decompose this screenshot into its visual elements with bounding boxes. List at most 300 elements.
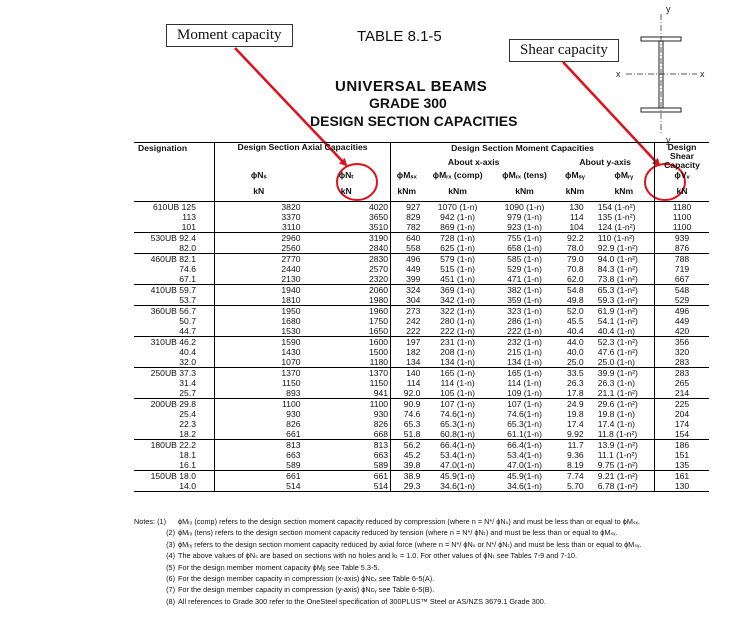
header-about-y-axis: About y-axis [579,156,631,167]
cell-phi-mrx-comp: 60.8(1-n) [440,428,476,439]
cell-phi-msx: 242 [391,316,423,326]
cell-phi-vv: 174 [655,419,710,429]
cell-phi-mrx-tens: 286 (1-n) [507,315,542,326]
notes-section [134,516,734,607]
cell-phi-vv: 186 [655,439,710,450]
table-row [134,222,709,233]
cell-phi-vv: 1180 [655,201,710,212]
cell-phi-msx: 114 [391,378,423,388]
cell-phi-mrx-comp: 45.9(1-n) [440,470,476,481]
cell-phi-mry: 84.3 (1-n²) [597,263,638,274]
moment-capacity-label: Moment capacity [177,27,282,43]
cell-phi-mrx-comp: 34.6(1-n) [440,480,476,491]
cell-phi-msy: 114 [570,211,584,222]
cell-phi-mrx-tens: 755 (1-n) [507,232,542,243]
cell-designation: 310UB 46.2 [150,336,196,347]
cell-phi-msx: 51.8 [391,429,423,440]
header-moment-capacities: Design Section Moment Capacities [391,143,655,157]
cell-phi-nt: 1750 [368,315,389,326]
cell-designation: 460UB 82.1 [150,253,196,264]
cell-phi-vv: 496 [655,305,710,316]
cell-phi-mrx-comp: 222 (1-n) [440,325,476,336]
cell-phi-mry: 92.9 (1-n²) [597,242,638,253]
table-row [134,212,709,222]
cell-phi-mry: 110 (1-n²) [597,232,635,243]
beam-x-right-label: x [700,69,705,79]
table-row [134,201,709,212]
cell-phi-ns: 1150 [215,378,303,388]
cell-phi-nt: 2570 [368,263,389,274]
cell-phi-nt: 2830 [368,253,389,264]
note-number: (4) [166,551,175,561]
cell-phi-nt: 1500 [368,346,389,357]
cell-designation: 200UB 29.8 [150,398,196,409]
cell-phi-ns: 661 [215,429,303,440]
cell-designation: 101 [181,221,196,232]
cell-phi-mrx-tens: 658 (1-n) [507,242,542,253]
cell-phi-msx: 304 [391,295,423,306]
cell-designation: 53.7 [179,294,196,305]
cell-designation: 25.7 [179,387,196,398]
col-phi-nt: ϕNₜ [338,170,354,180]
table-row [134,284,709,295]
table-row [134,243,709,254]
cell-phi-msy: 70.8 [566,263,584,274]
cell-phi-mrx-tens: 61.1(1-n) [507,428,542,439]
cell-phi-vv: 420 [655,326,710,337]
cell-phi-ns: 663 [215,450,303,460]
cell-phi-mry: 11.8 (1-n²) [597,428,638,439]
cell-phi-ns: 2560 [215,243,303,254]
cell-phi-msx: 38.9 [391,470,423,481]
cell-phi-nt: 1370 [368,367,389,378]
cell-phi-msy: 7.74 [566,470,584,481]
header-designation: Designation [138,143,188,153]
cell-phi-ns: 2960 [215,232,303,243]
cell-phi-msy: 17.8 [566,387,584,398]
cell-phi-ns: 893 [215,388,303,399]
cell-phi-mry: 154 (1-n²) [597,201,636,212]
cell-phi-mry: 52.3 (1-n²) [597,336,638,347]
col-phi-mrx-tens: ϕMᵣₓ (tens) [502,170,547,180]
col-phi-vv: ϕVᵥ [655,170,710,186]
note-line [134,516,734,527]
cell-phi-mry: 135 (1-n²) [597,211,636,222]
cell-designation: 610UB 125 [152,201,196,212]
cell-phi-msx: 496 [391,253,423,264]
cell-phi-ns: 1370 [215,367,303,378]
cell-phi-mrx-comp: 515 (1-n) [440,263,476,274]
cell-phi-mrx-comp: 451 (1-n) [440,273,476,284]
cell-phi-ns: 1680 [215,316,303,326]
cell-phi-nt: 663 [373,449,389,460]
col-phi-msx: ϕMₛₓ [391,170,423,186]
beam-y-bottom-label: y [666,135,671,145]
cell-phi-mrx-comp: 280 (1-n) [440,315,476,326]
cell-phi-msx: 90.9 [391,398,423,409]
note-text: ϕMᵣₓ (tens) refers to the design section moment capacity reduced by tension (where n = N*/ ϕNₜ) and must be less than or equal to ϕMₛₓ. [178,528,618,538]
cell-phi-mrx-comp: 53.4(1-n) [440,449,476,460]
note-line [134,584,734,595]
table-row [134,232,709,243]
col-phi-mrx-comp: ϕMᵣₓ (comp) [432,170,483,180]
cell-phi-msy: 40.0 [566,346,584,357]
cell-phi-vv: 719 [655,264,710,274]
cell-phi-mrx-tens: 222 (1-n) [507,325,542,336]
cell-phi-mrx-tens: 45.9(1-n) [507,470,542,481]
cell-phi-mry: 19.8 (1-n) [597,408,635,419]
cell-phi-nt: 813 [373,439,389,450]
cell-designation: 40.4 [179,346,196,357]
cell-phi-ns: 826 [215,419,303,429]
cell-phi-ns: 3370 [215,212,303,222]
beam-y-top-label: y [666,4,671,14]
cell-phi-msy: 40.4 [566,325,584,336]
shear-capacity-label: Shear capacity [520,42,608,58]
cell-phi-mry: 9.21 (1-n²) [597,470,638,481]
cell-phi-mrx-tens: 165 (1-n) [507,367,542,378]
cell-phi-mry: 9.75 (1-n²) [597,459,638,470]
cell-phi-mrx-tens: 65.3(1-n) [507,418,542,429]
cell-phi-msy: 49.8 [566,294,584,305]
table-body [134,201,709,491]
table-row [134,336,709,347]
cell-phi-msx: 640 [391,232,423,243]
cell-phi-msy: 33.5 [566,367,584,378]
table-number: TABLE 8.1-5 [357,28,442,45]
table-row [134,274,709,285]
note-number: (3) [166,539,175,549]
cell-phi-vv: 320 [655,347,710,357]
cell-phi-vv: 204 [655,409,710,419]
cell-phi-nt: 930 [373,408,389,419]
cell-phi-mrx-tens: 382 (1-n) [507,284,542,295]
note-text: ϕMᵣₓ (comp) refers to the design section moment capacity reduced by compression (where n = N*/ ϕNₛ) and must be less than or equal to ϕMₛₓ. [178,517,641,526]
cell-phi-msy: 104 [569,221,584,232]
cell-phi-nt: 3510 [368,221,389,232]
cell-phi-mrx-comp: 369 (1-n) [440,284,476,295]
cell-phi-mry: 59.3 (1-n²) [597,294,638,305]
cell-designation: 74.6 [179,263,196,274]
table-row [134,347,709,357]
table-row [134,367,709,378]
table-row [134,378,709,388]
cell-phi-ns: 3820 [215,201,303,212]
table-row [134,409,709,419]
cell-phi-mrx-comp: 579 (1-n) [440,253,476,264]
note-text: The above values of ϕNₛ are based on sections with no holes and kₜ = 1.0. For other values of ϕNₜ see Tables 7-9 and 7-10. [178,551,577,561]
header-about-x-axis: About x-axis [391,157,557,170]
cell-phi-msy: 52.0 [566,305,584,316]
cell-phi-vv: 529 [655,295,710,306]
title-design-section-capacities: DESIGN SECTION CAPACITIES [310,113,518,129]
cell-designation: 360UB 56.7 [150,305,196,316]
cell-designation: 22.3 [179,418,196,429]
cell-phi-msx: 74.6 [391,409,423,419]
note-line [134,562,734,573]
cell-phi-mrx-tens: 923 (1-n) [507,221,542,232]
cell-phi-nt: 2320 [368,273,389,284]
cell-phi-mrx-tens: 34.6(1-n) [507,480,542,491]
cell-phi-vv: 788 [655,253,710,264]
note-text: ϕMᵣᵧ refers to the design section moment capacity reduced by axial force (where n = N*/ ϕNₛ or N*/ ϕNₜ) and must be less than or equal to ϕMₛᵧ. [178,539,642,549]
cell-phi-mrx-comp: 869 (1-n) [440,221,476,232]
cell-phi-mry: 61.9 (1-n²) [597,305,638,316]
cell-phi-nt: 589 [373,459,389,470]
cell-phi-mry: 17.4 (1-n) [597,418,635,429]
cell-phi-msy: 17.4 [566,418,584,429]
table-row [134,398,709,409]
cell-phi-mrx-comp: 165 (1-n) [440,367,476,378]
cell-phi-nt: 1650 [368,325,389,336]
col-phi-ns: ϕNₛ [215,170,303,186]
table-row [134,253,709,264]
cell-phi-mry: 29.6 (1-n²) [597,398,638,409]
cell-phi-msy: 9.92 [566,428,584,439]
table-row [134,305,709,316]
cell-designation: 67.1 [179,273,196,284]
cell-phi-msy: 5.70 [566,480,584,491]
cell-phi-ns: 1530 [215,326,303,337]
cell-phi-vv: 1100 [655,212,710,222]
beam-x-left-label: x [616,69,621,79]
cell-phi-msx: 92.0 [391,388,423,399]
cell-phi-mrx-tens: 47.0(1-n) [507,459,542,470]
cell-phi-msx: 134 [391,357,423,368]
cell-phi-mrx-comp: 47.0(1-n) [440,459,476,470]
cell-phi-ns: 2440 [215,264,303,274]
cell-phi-mrx-comp: 105 (1-n) [440,387,476,398]
cell-phi-msx: 29.3 [391,481,423,492]
cell-phi-mrx-tens: 979 (1-n) [507,211,542,222]
cell-phi-mry: 25.0 (1-n) [597,356,635,367]
cell-phi-mrx-comp: 342 (1-n) [440,294,476,305]
cell-phi-mrx-comp: 107 (1-n) [440,398,476,409]
cell-phi-mry: 39.9 (1-n²) [597,367,638,378]
cell-phi-mrx-tens: 53.4(1-n) [507,449,542,460]
cell-phi-mrx-comp: 728 (1-n) [440,232,476,243]
cell-phi-ns: 2770 [215,253,303,264]
cell-phi-msx: 558 [391,243,423,254]
cell-designation: 18.2 [179,428,196,439]
cell-phi-vv: 161 [655,470,710,481]
table-row [134,429,709,440]
cell-designation: 410UB 59.7 [150,284,196,295]
cell-phi-mrx-comp: 66.4(1-n) [440,439,476,450]
cell-phi-msx: 197 [391,336,423,347]
cell-phi-msx: 829 [391,212,423,222]
cell-phi-msy: 9.36 [566,449,584,460]
cell-phi-vv: 356 [655,336,710,347]
cell-phi-nt: 661 [373,470,389,481]
cell-phi-msx: 927 [391,201,423,212]
cell-phi-nt: 4020 [368,201,389,212]
cell-designation: 18.1 [179,449,196,460]
cell-designation: 82.0 [179,242,196,253]
cell-phi-nt: 668 [373,428,389,439]
cell-phi-mrx-comp: 322 (1-n) [440,305,476,316]
cell-phi-mrx-tens: 109 (1-n) [507,387,542,398]
cell-designation: 150UB 18.0 [150,470,196,481]
cell-designation: 16.1 [179,459,196,470]
table-row [134,357,709,368]
note-line [134,596,734,607]
cell-phi-mrx-tens: 134 (1-n) [507,356,542,367]
cell-phi-nt: 2840 [368,242,389,253]
cell-phi-mrx-comp: 114 (1-n) [440,377,475,388]
cell-phi-msy: 79.0 [566,253,584,264]
cell-phi-vv: 151 [655,450,710,460]
cell-phi-mry: 54.1 (1-n²) [597,315,638,326]
cell-phi-ns: 1950 [215,305,303,316]
cell-phi-msx: 324 [391,284,423,295]
cell-phi-ns: 1100 [215,398,303,409]
cell-phi-ns: 1430 [215,347,303,357]
note-number: Notes: (1) [134,517,167,526]
cell-phi-vv: 225 [655,398,710,409]
cell-phi-ns: 2130 [215,274,303,285]
note-line [134,550,734,561]
cell-phi-msx: 140 [391,367,423,378]
note-number: (8) [166,596,175,606]
cell-phi-msy: 54.8 [566,284,584,295]
note-line [134,573,734,584]
col-phi-mry: ϕMᵣᵧ [614,170,634,180]
cell-phi-vv: 449 [655,316,710,326]
cell-phi-mrx-tens: 107 (1-n) [507,398,542,409]
cell-phi-mrx-tens: 66.4(1-n) [507,439,542,450]
i-beam-section-icon [626,14,697,135]
col-phi-msy: ϕMₛᵧ [565,170,585,180]
cell-phi-mrx-comp: 65.3(1-n) [440,418,476,429]
cell-phi-vv: 939 [655,232,710,243]
cell-phi-msx: 399 [391,274,423,285]
cell-phi-mrx-comp: 625 (1-n) [440,242,476,253]
cell-phi-msy: 26.3 [566,377,584,388]
table-row [134,264,709,274]
cell-phi-msy: 19.8 [566,408,584,419]
cell-phi-ns: 589 [215,460,303,471]
cell-phi-vv: 667 [655,274,710,285]
cell-phi-mrx-comp: 134 (1-n) [440,356,476,367]
cell-phi-mrx-tens: 74.6(1-n) [507,408,542,419]
cell-phi-msx: 222 [391,326,423,337]
cell-phi-mrx-tens: 585 (1-n) [507,253,542,264]
unit-mrx-tens: kNm [515,186,534,196]
unit-vv: kN [655,186,710,201]
cell-phi-vv: 214 [655,388,710,399]
table-row [134,295,709,306]
cell-phi-mrx-tens: 1090 (1-n) [504,201,545,212]
cell-phi-mrx-comp: 231 (1-n) [440,336,476,347]
cell-phi-nt: 2060 [368,284,389,295]
cell-phi-ns: 1590 [215,336,303,347]
cell-designation: 44.7 [179,325,196,336]
title-universal-beams: UNIVERSAL BEAMS [335,78,488,95]
cell-phi-nt: 941 [373,387,389,398]
cell-phi-mry: 26.3 (1-n) [597,377,635,388]
cell-designation: 25.4 [179,408,196,419]
cell-phi-mrx-comp: 1070 (1-n) [437,201,478,212]
cell-phi-msx: 65.3 [391,419,423,429]
cell-phi-ns: 3110 [215,222,303,233]
cell-phi-ns: 813 [215,439,303,450]
cell-phi-ns: 1940 [215,284,303,295]
table-row [134,388,709,399]
cell-designation: 50.7 [179,315,196,326]
title-grade: GRADE 300 [369,95,447,111]
cell-phi-nt: 3650 [368,211,389,222]
note-number: (7) [166,585,175,595]
note-line [134,539,734,550]
cell-phi-ns: 1810 [215,295,303,306]
cell-phi-msy: 8.19 [566,459,584,470]
cell-phi-msx: 273 [391,305,423,316]
capacities-table [134,142,709,492]
cell-designation: 250UB 37.3 [150,367,196,378]
cell-phi-mrx-tens: 215 (1-n) [507,346,542,357]
cell-phi-mry: 65.3 (1-n²) [597,284,638,295]
note-text: For the design member capacity in compression (y-axis) ϕNcᵧ see Table 6-5(B). [178,585,435,595]
cell-phi-mry: 11.1 (1-n²) [597,449,638,460]
unit-mry: kNm [614,186,634,196]
cell-phi-nt: 1980 [368,294,389,305]
table-row [134,316,709,326]
cell-designation: 530UB 92.4 [150,232,196,243]
cell-phi-mry: 94.0 (1-n²) [597,253,638,264]
cell-phi-msx: 182 [391,347,423,357]
cell-phi-msy: 92.2 [566,232,584,243]
table-row [134,326,709,337]
cell-phi-mry: 73.8 (1-n²) [597,273,638,284]
cell-phi-nt: 1600 [368,336,389,347]
cell-phi-nt: 826 [373,418,389,429]
note-text: For the design member capacity in compression (x-axis) ϕNcₓ see Table 6-5(A). [178,574,435,584]
cell-phi-vv: 1100 [655,222,710,233]
cell-phi-vv: 135 [655,460,710,471]
cell-phi-msx: 56.2 [391,439,423,450]
cell-phi-vv: 265 [655,378,710,388]
table-row [134,460,709,471]
cell-phi-mrx-tens: 114 (1-n) [507,377,542,388]
note-number: (6) [166,574,175,584]
cell-phi-mry: 47.6 (1-n²) [597,346,638,357]
cell-phi-msy: 25.0 [566,356,584,367]
unit-mrx-comp: kNm [448,186,467,196]
cell-phi-nt: 1960 [368,305,389,316]
cell-phi-nt: 1180 [369,356,389,367]
note-line [134,527,734,538]
cell-phi-msy: 11.7 [567,439,584,450]
unit-msx: kNm [391,186,423,201]
cell-designation: 31.4 [179,377,196,388]
cell-phi-mrx-comp: 74.6(1-n) [440,408,476,419]
cell-designation: 32.0 [179,356,196,367]
cell-phi-mry: 21.1 (1-n²) [597,387,638,398]
cell-phi-nt: 1100 [369,398,389,409]
cell-phi-ns: 930 [215,409,303,419]
header-axial-capacities: Design Section Axial Capacities [215,143,391,157]
table-row [134,419,709,429]
cell-phi-vv: 130 [655,481,710,492]
cell-phi-mry: 6.78 (1-n²) [597,480,638,491]
table-row [134,450,709,460]
note-text: All references to Grade 300 refer to the OneSteel specification of 300PLUS™ Steel or AS/NZS 3679.1 Grade 300. [178,596,546,606]
cell-designation: 14.0 [179,480,196,491]
table-row [134,481,709,492]
cell-phi-msx: 449 [391,264,423,274]
cell-phi-mrx-tens: 323 (1-n) [507,305,542,316]
